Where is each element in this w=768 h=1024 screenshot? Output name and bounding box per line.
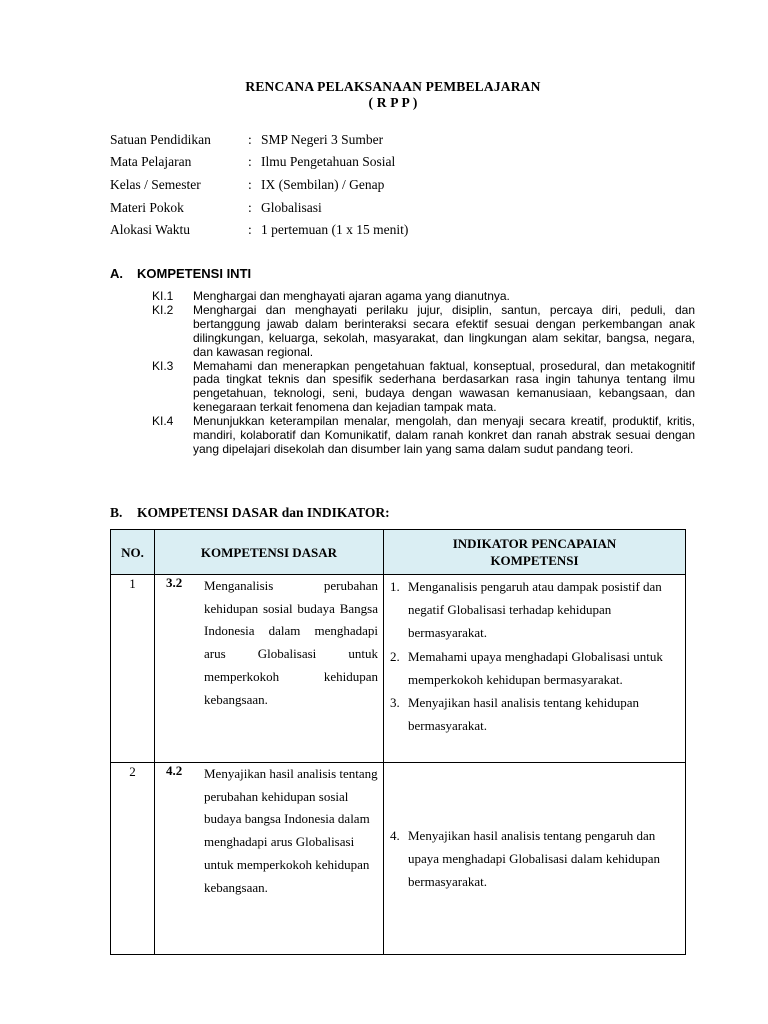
identity-colon: : xyxy=(248,200,252,215)
header-indikator xyxy=(384,530,686,575)
ki-code: KI.1 xyxy=(152,289,174,303)
ki-item xyxy=(152,290,695,304)
kompetensi-table xyxy=(110,529,686,955)
section-letter: B. xyxy=(110,505,123,520)
indikator-cell xyxy=(384,763,686,955)
ki-text: Menghargai dan menghayati perilaku jujur, disiplin, santun, percaya diri, peduli, dan bertanggung jawab dalam berinteraksi secara efektif sesuai dengan perkembangan anak dilingkungan, keluarga, sekolah, masyarakat, dan lingkungan alam sekitar, bangsa, negara, dan kawasan regional. xyxy=(193,302,695,359)
identity-colon: : xyxy=(248,222,252,237)
identity-colon: : xyxy=(248,154,252,169)
kd-code: 4.2 xyxy=(166,763,183,778)
table-row xyxy=(111,763,686,955)
identity-label: Satuan Pendidikan xyxy=(110,132,211,147)
kompetensi-inti-list xyxy=(152,290,695,457)
section-b-heading xyxy=(110,505,390,521)
header-no: NO. xyxy=(111,530,155,575)
ki-code: KI.2 xyxy=(152,302,174,317)
ki-text: Menghargai dan menghayati ajaran agama yang dianutnya. xyxy=(193,289,510,303)
ki-code: KI.3 xyxy=(152,358,174,373)
kd-cell xyxy=(155,575,384,763)
table-header-row xyxy=(111,530,686,575)
section-title: KOMPETENSI DASAR dan INDIKATOR: xyxy=(137,505,390,520)
document-subtitle: ( R P P ) xyxy=(368,95,418,110)
indikator-item xyxy=(390,691,679,737)
header-indikator-text: INDIKATOR PENCAPAIAN KOMPETENSI xyxy=(452,536,617,568)
section-letter: A. xyxy=(110,266,123,281)
ki-text: Memahami dan menerapkan pengetahuan faktual, konseptual, prosedural, dan metakognitif pada tingkat teknis dan spesifik sederhana berdasarkan rasa ingin tahunya tentang ilmu pengetahuan, teknologi, seni, budaya dengan wawasan kemanusiaan, kebangsaan, dan kenegaraan terkait fenomena dan kejadian tampak mata. xyxy=(193,358,695,415)
ki-item xyxy=(152,415,695,457)
identity-row xyxy=(110,199,322,217)
indikator-number: 4. xyxy=(390,827,400,843)
ki-code: KI.4 xyxy=(152,414,174,429)
identity-row xyxy=(110,153,395,171)
identity-value: IX (Sembilan) / Genap xyxy=(261,177,385,192)
identity-row xyxy=(110,176,384,194)
identity-value: 1 pertemuan (1 x 15 menit) xyxy=(261,222,409,237)
identity-value: SMP Negeri 3 Sumber xyxy=(261,132,384,147)
indikator-text: Memahami upaya menghadapi Globalisasi untuk memperkokoh kehidupan bermasyarakat. xyxy=(408,648,663,687)
kd-code: 3.2 xyxy=(166,575,183,590)
identity-label: Alokasi Waktu xyxy=(110,222,191,237)
ki-item xyxy=(152,304,695,360)
header-kompetensi-dasar: KOMPETENSI DASAR xyxy=(155,530,384,575)
kd-cell xyxy=(155,763,384,955)
identity-value: Ilmu Pengetahuan Sosial xyxy=(261,154,396,169)
indikator-item xyxy=(390,575,679,645)
identity-row xyxy=(110,221,408,239)
indikator-item xyxy=(390,824,679,894)
indikator-text: Menyajikan hasil analisis tentang pengaruh dan upaya menghadapi Globalisasi dalam kehidupan bermasyarakat. xyxy=(408,827,660,890)
indikator-number: 3. xyxy=(390,695,400,711)
identity-label: Materi Pokok xyxy=(110,200,184,215)
identity-label: Mata Pelajaran xyxy=(110,154,192,169)
row-number: 1 xyxy=(111,575,155,763)
identity-label: Kelas / Semester xyxy=(110,177,201,192)
indikator-number: 1. xyxy=(390,579,400,594)
kd-text: Menganalisis perubahan kehidupan sosial budaya Bangsa Indonesia dalam menghadapi arus Globalisasi untuk memperkokoh kehidupan kebangsaan. xyxy=(204,578,378,707)
identity-value: Globalisasi xyxy=(261,200,322,215)
indikator-number: 2. xyxy=(390,648,400,664)
indikator-text: Menganalisis pengaruh atau dampak posistif dan negatif Globalisasi terhadap kehidupan bermasyarakat. xyxy=(408,579,662,641)
document-title: RENCANA PELAKSANAAN PEMBELAJARAN xyxy=(245,79,541,94)
indikator-item xyxy=(390,645,679,691)
kd-text: Menyajikan hasil analisis tentang perubahan kehidupan sosial budaya bangsa Indonesia dalam menghadapi arus Globalisasi untuk memperkokoh kehidupan kebangsaan. xyxy=(204,766,378,895)
identity-colon: : xyxy=(248,177,252,192)
section-title: KOMPETENSI INTI xyxy=(137,266,252,281)
indikator-text: Menyajikan hasil analisis tentang kehidupan bermasyarakat. xyxy=(408,695,640,734)
ki-item xyxy=(152,360,695,416)
table-row xyxy=(111,575,686,763)
identity-row xyxy=(110,131,383,149)
indikator-cell xyxy=(384,575,686,763)
ki-text: Menunjukkan keterampilan menalar, mengolah, dan menyaji secara kreatif, produktif, kritis, mandiri, kolaboratif dan Komunikatif, dalam ranah konkret dan ranah abstrak sesuai dengan yang dipelajari disekolah dan disumber lain yang sama dalam sudut pandang teori. xyxy=(193,414,695,456)
section-a-heading xyxy=(110,266,251,281)
identity-colon: : xyxy=(248,132,252,147)
row-number: 2 xyxy=(111,763,155,955)
